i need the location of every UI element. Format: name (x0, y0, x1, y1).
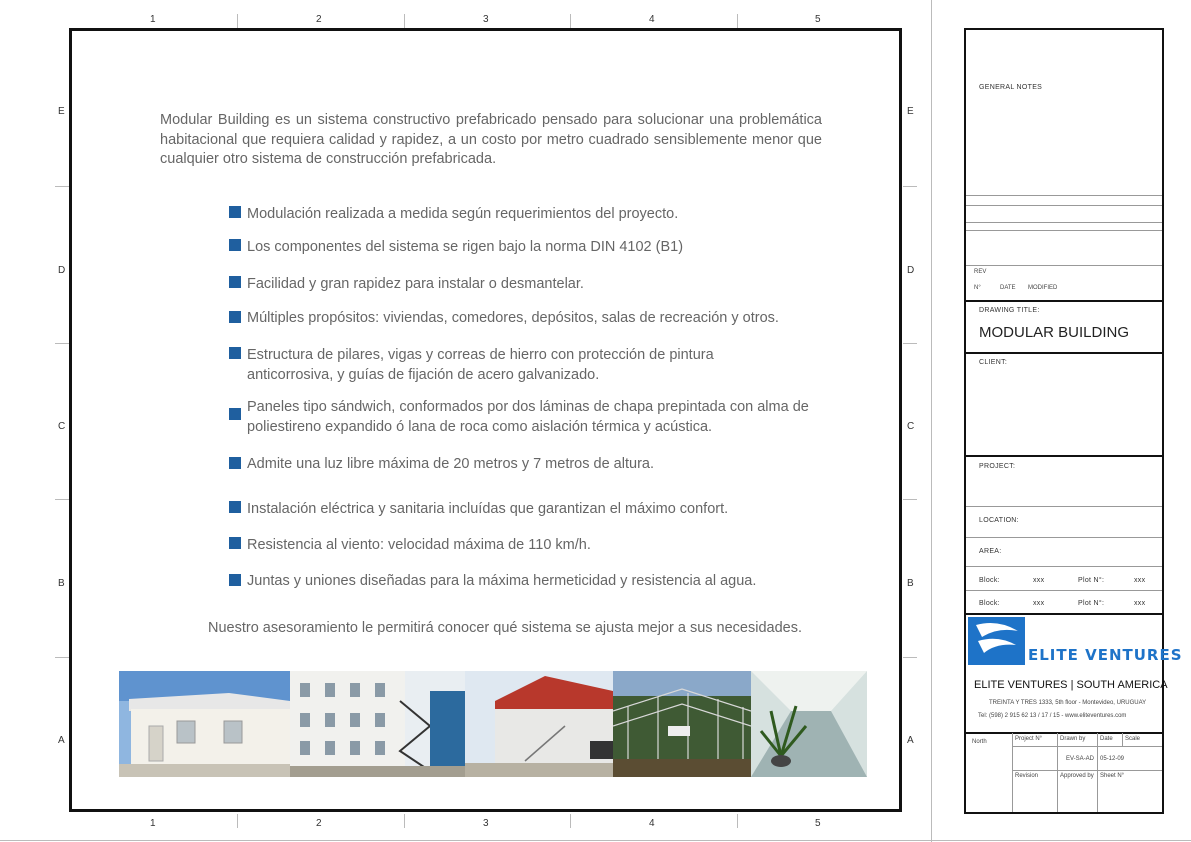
row-letter: A (58, 735, 65, 746)
block-divider (966, 732, 1162, 734)
block-label-2: Block: (979, 600, 1000, 607)
column-number: 4 (649, 818, 655, 829)
notes-rule (966, 222, 1162, 223)
column-tick (404, 14, 405, 28)
bullet-text: Admite una luz libre máxima de 20 metros y 7 metros de altura. (247, 456, 654, 472)
rev-no-label: N° (974, 285, 981, 291)
block-label: Block: (979, 577, 1000, 584)
bullet-text: Resistencia al viento: velocidad máxima de 110 km/h. (247, 537, 591, 553)
column-tick (237, 14, 238, 28)
photo-site-building (465, 671, 613, 777)
column-number: 5 (815, 14, 821, 25)
bullet-marker (229, 501, 241, 513)
north-label: North (972, 739, 987, 745)
bullet-marker (229, 347, 241, 359)
company-contact: Tel: (598) 2 915 62 13 / 17 / 15 - www.eliteventures.com (978, 713, 1127, 719)
row-letter: B (907, 578, 914, 589)
row-tick (55, 657, 69, 658)
approved-by-label: Approved by (1060, 773, 1094, 779)
client-label: CLIENT: (979, 359, 1008, 366)
bullet-text: Instalación eléctrica y sanitaria incluídas que garantizan el máximo confort. (247, 501, 729, 517)
plot-value: xxx (1134, 577, 1146, 584)
drawn-by-value: EV-SA-AD (1066, 756, 1095, 762)
row-tick (903, 343, 917, 344)
location-label: LOCATION: (979, 517, 1019, 524)
column-tick (737, 14, 738, 28)
bullet-text: Juntas y uniones diseñadas para la máxima hermeticidad y resistencia al agua. (247, 573, 757, 589)
notes-rule (966, 195, 1162, 196)
notes-rule (966, 205, 1162, 206)
bullet-marker (229, 206, 241, 218)
row-rule (966, 506, 1162, 507)
notes-rule (966, 230, 1162, 231)
row-letter: C (907, 421, 915, 432)
logo-emblem (968, 617, 1025, 665)
area-label: AREA: (979, 548, 1002, 555)
column-number: 1 (150, 14, 156, 25)
title-block (964, 28, 1164, 814)
bullet-marker (229, 574, 241, 586)
photo-steel-structure (613, 671, 751, 777)
row-letter: E (907, 106, 914, 117)
drawn-by-label: Drawn by (1060, 736, 1086, 742)
bullet-text: Estructura de pilares, vigas y correas de hierro con protección de pintura anticorrosiva, y guías de fijación de acero galvanizado. (247, 347, 714, 383)
column-number: 2 (316, 14, 322, 25)
bullet-marker (229, 457, 241, 469)
sheet-bottom-edge (0, 840, 1191, 841)
rev-modified-label: MODIFIED (1028, 285, 1058, 291)
notes-rule (966, 265, 1162, 266)
project-no-label: Project N° (1015, 736, 1043, 742)
column-number: 4 (649, 14, 655, 25)
plot-label-2: Plot N°: (1078, 600, 1105, 607)
photo-modular-house (119, 671, 290, 777)
row-rule (966, 537, 1162, 538)
date-label: Date (1100, 736, 1113, 742)
logo-wordmark: ELITE VENTURES (1028, 646, 1183, 664)
block-value: xxx (1033, 577, 1045, 584)
date-value: 05-12-09 (1100, 756, 1125, 762)
cell-rule (1097, 733, 1098, 812)
bullet-text: Facilidad y gran rapidez para instalar o desmantelar. (247, 276, 584, 292)
column-tick (570, 814, 571, 828)
row-letter: B (58, 578, 65, 589)
row-rule (966, 590, 1162, 591)
column-tick (237, 814, 238, 828)
row-letter: E (58, 106, 65, 117)
bullet-marker (229, 239, 241, 251)
column-tick (404, 814, 405, 828)
plot-value-2: xxx (1134, 600, 1146, 607)
column-number: 5 (815, 818, 821, 829)
bullet-text: Modulación realizada a medida según requerimientos del proyecto. (247, 206, 679, 222)
company-address: TREINTA Y TRES 1333, 5th floor - Montevideo, URUGUAY (989, 700, 1147, 706)
bullet-marker (229, 537, 241, 549)
drawing-title-label: DRAWING TITLE: (979, 307, 1040, 314)
block-value-2: xxx (1033, 600, 1045, 607)
row-tick (903, 499, 917, 500)
row-letter: D (58, 265, 66, 276)
row-letter: D (907, 265, 915, 276)
column-number: 2 (316, 818, 322, 829)
bullet-text: Los componentes del sistema se rigen bajo la norma DIN 4102 (B1) (247, 239, 684, 255)
project-label: PROJECT: (979, 463, 1016, 470)
intro-paragraph: Modular Building es un sistema constructivo prefabricado pensado para solucionar una problemática habitacional que requiera calidad y rapidez, a un costo por metro cuadrado sensiblemente menor que cualquier otro sistema de construcción prefabricada. (160, 112, 822, 167)
revision-label: Revision (1015, 773, 1039, 779)
block-divider (966, 455, 1162, 457)
rev-date-label: DATE (1000, 285, 1016, 291)
cell-rule (1012, 733, 1013, 812)
row-tick (903, 657, 917, 658)
bullet-marker (229, 408, 241, 420)
drawing-title: MODULAR BUILDING (979, 324, 1130, 341)
sheet-divider (931, 0, 932, 842)
column-number: 3 (483, 14, 489, 25)
row-tick (55, 186, 69, 187)
block-divider (966, 300, 1162, 302)
plot-label: Plot N°: (1078, 577, 1105, 584)
row-rule (966, 566, 1162, 567)
row-rule (1012, 746, 1162, 747)
row-letter: A (907, 735, 914, 746)
scale-label: Scale (1125, 736, 1141, 742)
row-rule (1012, 770, 1162, 771)
rev-label: REV (974, 269, 987, 275)
row-tick (55, 343, 69, 344)
row-tick (903, 186, 917, 187)
row-tick (55, 499, 69, 500)
general-notes-label: GENERAL NOTES (979, 84, 1043, 91)
company-name: ELITE VENTURES | SOUTH AMERICA (974, 679, 1168, 691)
photo-two-storey-building (290, 671, 465, 777)
closing-text: Nuestro asesoramiento le permitirá conocer qué sistema se ajusta mejor a sus necesidades. (208, 620, 802, 636)
bullet-text: Paneles tipo sándwich, conformados por dos láminas de chapa prepintada con alma de poliestireno expandido ó lana de roca como aislación térmica y acústica. (247, 399, 809, 435)
column-tick (737, 814, 738, 828)
cell-rule (1122, 733, 1123, 747)
row-letter: C (58, 421, 66, 432)
photo-interior-corridor (751, 671, 867, 777)
sheet-no-label: Sheet N° (1100, 773, 1125, 779)
bullet-marker (229, 276, 241, 288)
block-divider (966, 352, 1162, 354)
bullet-text: Múltiples propósitos: viviendas, comedores, depósitos, salas de recreación y otros. (247, 310, 779, 326)
column-tick (570, 14, 571, 28)
cell-rule (1057, 733, 1058, 812)
column-number: 1 (150, 818, 156, 829)
bullet-marker (229, 311, 241, 323)
column-number: 3 (483, 818, 489, 829)
block-divider (966, 613, 1162, 615)
